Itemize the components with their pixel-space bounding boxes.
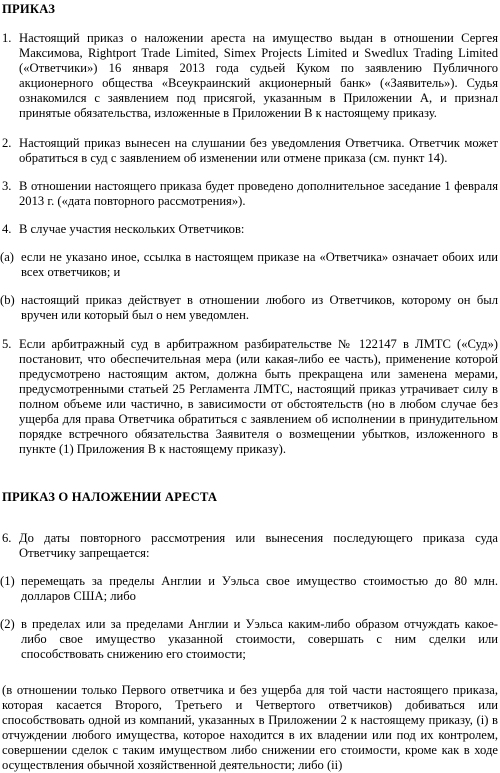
subparagraph-label: (1) (0, 574, 15, 588)
paragraph-text: Если арбитражный суд в арбитражном разбирательстве № 122147 в ЛМТС («Суд») постановит, что обеспечительная мера (или какая-либо ее часть), применение которой предусмотрено настоящим актом, должна быть прекращена или заменена мерами, предусмотренными статьей 25 Регламента ЛМТС, настоящий приказ утрачивает силу в полном объеме или частично, в зависимости от обстоятельств (но в любом случае без ущерба для права Ответчика обратиться с заявлением об исполнении в принудительном порядке встречного обязательства Заявителя о возмещении убытков, изложенного в пункте (1) Приложения В к настоящему приказу). (19, 337, 498, 456)
paragraph-number: 5. (2, 337, 12, 351)
paragraph-number: 1. (2, 31, 12, 45)
subparagraph-text: если не указано иное, ссылка в настоящем приказе на «Ответчика» означает обоих или всех ответчиков; и (21, 250, 498, 279)
subparagraph-text: в пределах или за пределами Англии и Уэльса каким-либо образом отчуждать какое-либо свое имущество указанной стоимости, совершать с ним сделки или способствовать снижению его стоимости; (21, 617, 498, 661)
subparagraph-text: настоящий приказ действует в отношении любого из Ответчиков, которому он был вручен или который был о нем уведомлен. (21, 293, 498, 322)
subparagraph-text: перемещать за пределы Англии и Уэльса свое имущество стоимостью до 80 млн. долларов США; либо (21, 574, 498, 603)
paragraph-number: 4. (2, 222, 12, 236)
paragraph-text: До даты повторного рассмотрения или вынесения последующего приказа суда Ответчику запрещается: (19, 531, 498, 560)
paragraph-text: Настоящий приказ о наложении ареста на имущество выдан в отношении Сергея Максимова, Rightport Trade Limited, Simex Projects Limited и Swedlux Trading Limited («Ответчики») 16 января 2013 года судьей Куком по заявлению Публичного акционерного общества «Всеукраинский акционерный банк» («Заявитель»). Судья ознакомился с заявлением под присягой, указанным в Приложении А, и признал принятые обязательства, изложенные в Приложении В к настоящему приказу. (19, 31, 498, 120)
paragraph-text: Настоящий приказ вынесен на слушании без уведомления Ответчика. Ответчик может обратиться в суд с заявлением об изменении или отмене приказа (см. пункт 14). (19, 136, 498, 165)
document-heading: ПРИКАЗ (2, 2, 56, 16)
subparagraph-label: (b) (0, 293, 15, 307)
closing-paragraph: (в отношении только Первого ответчика и без ущерба для той части настоящего приказа, которая касается Второго, Третьего и Четвертого ответчиков) добиваться или способствовать одной из компаний, указанных в Приложении 2 к настоящему приказу, (i) в отчуждении любого имущества, которое находится в их владении или под их контролем, совершении сделок с таким имуществом либо снижении его стоимости, кроме как в ходе осуществления обычной хозяйственной деятельности; либо (ii) (2, 683, 498, 772)
paragraph-number: 2. (2, 136, 12, 150)
paragraph-number: 6. (2, 531, 12, 545)
paragraph-text: В случае участия нескольких Ответчиков: (19, 222, 245, 236)
paragraph-text: В отношении настоящего приказа будет проведено дополнительное заседание 1 февраля 2013 г. («дата повторного рассмотрения»). (19, 179, 498, 208)
subparagraph-label: (a) (0, 250, 14, 264)
paragraph-number: 3. (2, 179, 12, 193)
subparagraph-label: (2) (0, 617, 15, 631)
section-heading: ПРИКАЗ О НАЛОЖЕНИИ АРЕСТА (2, 490, 218, 504)
